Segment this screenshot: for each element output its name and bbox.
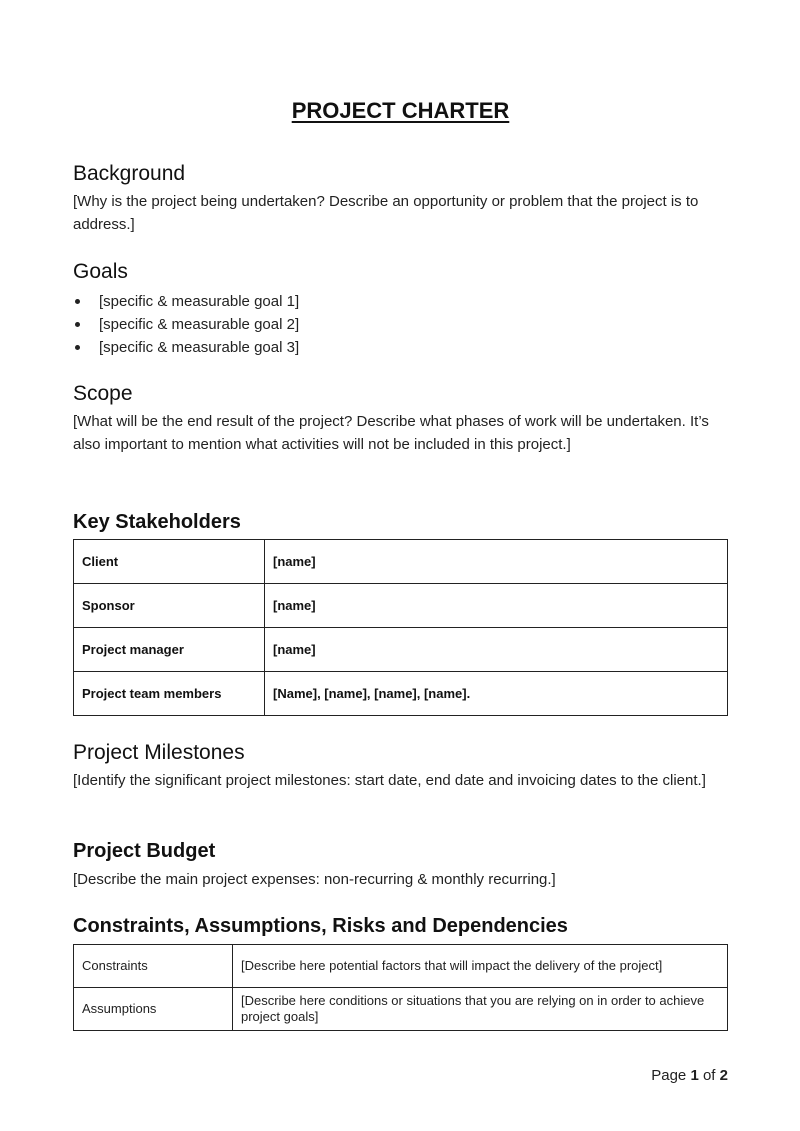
table-row (74, 672, 728, 716)
goal-item: [specific & measurable goal 3] (73, 336, 299, 359)
stakeholder-role: Client (74, 540, 265, 584)
background-text: [Why is the project being undertaken? Describe an opportunity or problem that the project is to address.] (73, 193, 699, 233)
milestones-heading: Project Milestones (73, 741, 245, 764)
page-current: 1 (690, 1067, 699, 1084)
page-of: of (702, 1067, 716, 1084)
table-row (74, 945, 728, 988)
goals-heading: Goals (73, 260, 128, 283)
goal-item: [specific & measurable goal 2] (73, 313, 299, 336)
stakeholder-name: [name] (265, 584, 728, 628)
table-row (74, 540, 728, 584)
table-row (74, 988, 728, 1031)
goals-list (73, 290, 299, 359)
table-row (74, 628, 728, 672)
constraint-desc: [Describe here potential factors that will impact the delivery of the project] (233, 945, 728, 988)
page-prefix: Page (651, 1067, 687, 1084)
stakeholder-role: Project manager (74, 628, 265, 672)
stakeholder-role: Project team members (74, 672, 265, 716)
budget-heading: Project Budget (73, 840, 216, 862)
background-heading: Background (73, 162, 186, 185)
constraint-label: Assumptions (74, 988, 233, 1031)
stakeholder-name: [name] (265, 540, 728, 584)
constraint-desc: [Describe here conditions or situations that you are relying on in order to achieve project goals] (233, 988, 728, 1031)
page-number (651, 1067, 728, 1084)
constraints-heading: Constraints, Assumptions, Risks and Dependencies (73, 915, 568, 937)
page-title: PROJECT CHARTER (291, 98, 510, 123)
goal-item: [specific & measurable goal 1] (73, 290, 299, 313)
scope-text: [What will be the end result of the project? Describe what phases of work will be undertaken. It’s also important to mention what activities will not be included in this project.] (73, 413, 709, 453)
constraints-table (73, 944, 728, 1031)
stakeholders-table (73, 539, 728, 716)
table-row (74, 584, 728, 628)
constraint-label: Constraints (74, 945, 233, 988)
scope-heading: Scope (73, 382, 133, 405)
page-total: 2 (719, 1067, 728, 1084)
budget-text: [Describe the main project expenses: non-recurring & monthly recurring.] (73, 871, 556, 888)
stakeholder-name: [Name], [name], [name], [name]. (265, 672, 728, 716)
stakeholders-heading: Key Stakeholders (73, 511, 241, 533)
stakeholder-name: [name] (265, 628, 728, 672)
milestones-text: [Identify the significant project milestones: start date, end date and invoicing dates to the client.] (73, 772, 706, 789)
stakeholder-role: Sponsor (74, 584, 265, 628)
